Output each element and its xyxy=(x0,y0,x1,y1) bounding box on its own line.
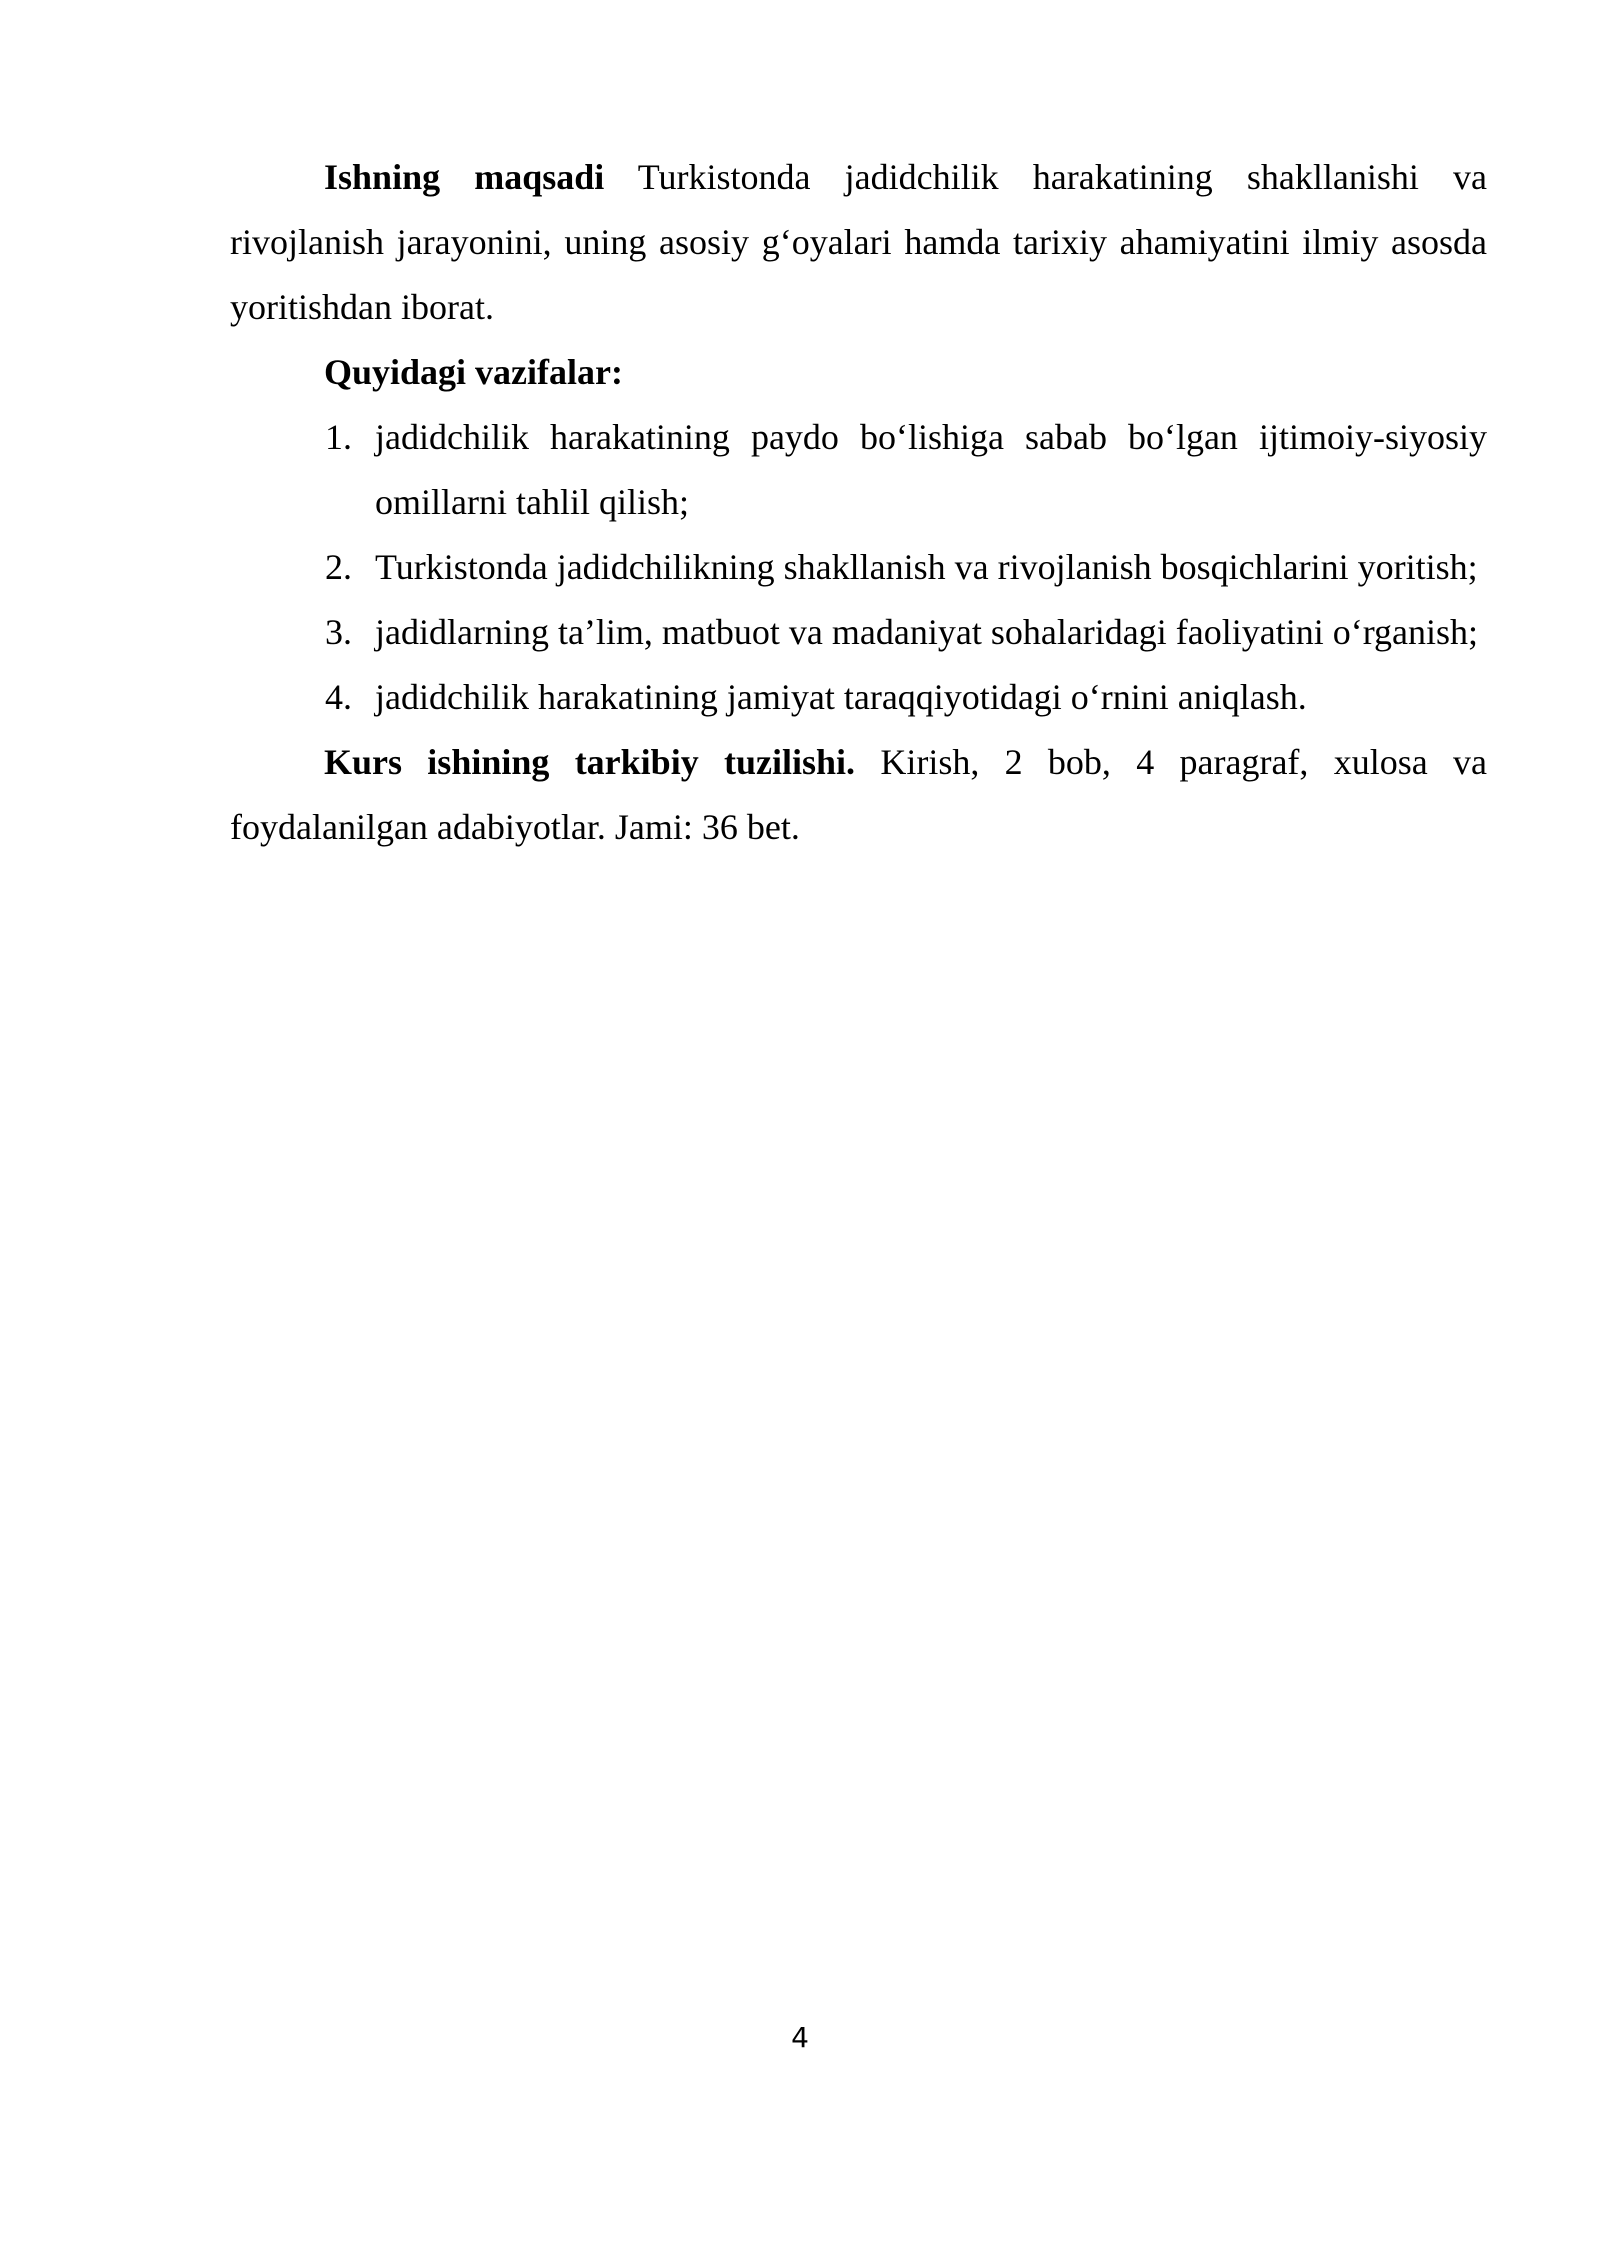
purpose-text: Turkistonda jadidchilik harakatining shakllanishi va rivojlanish jarayonini, uning asosiy g‘oyalari hamda tarixiy ahamiyatini ilmiy asosda yoritishdan iborat. xyxy=(230,157,1487,327)
task-item-1 xyxy=(325,405,1487,535)
task-text: jadidlarning ta’lim, matbuot va madaniyat sohalaridagi faoliyatini o‘rganish; xyxy=(375,612,1479,652)
task-text: jadidchilik harakatining jamiyat taraqqiyotidagi o‘rnini aniqlash. xyxy=(375,677,1307,717)
task-number: 4. xyxy=(325,677,352,717)
page-body xyxy=(230,145,1487,860)
structure-label: Kurs ishining tarkibiy tuzilishi. xyxy=(324,742,856,782)
task-number: 2. xyxy=(325,547,352,587)
tasks-heading: Quyidagi vazifalar: xyxy=(324,352,623,392)
task-text: Turkistonda jadidchilikning shakllanish va rivojlanish bosqichlarini yoritish; xyxy=(375,547,1478,587)
task-number: 1. xyxy=(325,417,352,457)
purpose-paragraph xyxy=(230,145,1487,340)
task-text: jadidchilik harakatining paydo bo‘lishiga sabab bo‘lgan ijtimoiy-siyosiy omillarni tahlil qilish; xyxy=(375,417,1487,522)
task-number: 3. xyxy=(325,612,352,652)
tasks-list xyxy=(230,405,1487,730)
task-item-3 xyxy=(325,600,1487,665)
structure-paragraph xyxy=(230,730,1487,860)
purpose-label: Ishning maqsadi xyxy=(324,157,605,197)
task-item-2 xyxy=(325,535,1487,600)
task-item-4 xyxy=(325,665,1487,730)
page-number: 4 xyxy=(791,2021,809,2054)
structure-text: Kirish, 2 bob, 4 paragraf, xulosa va foydalanilgan adabiyotlar. Jami: 36 bet. xyxy=(230,742,1487,847)
